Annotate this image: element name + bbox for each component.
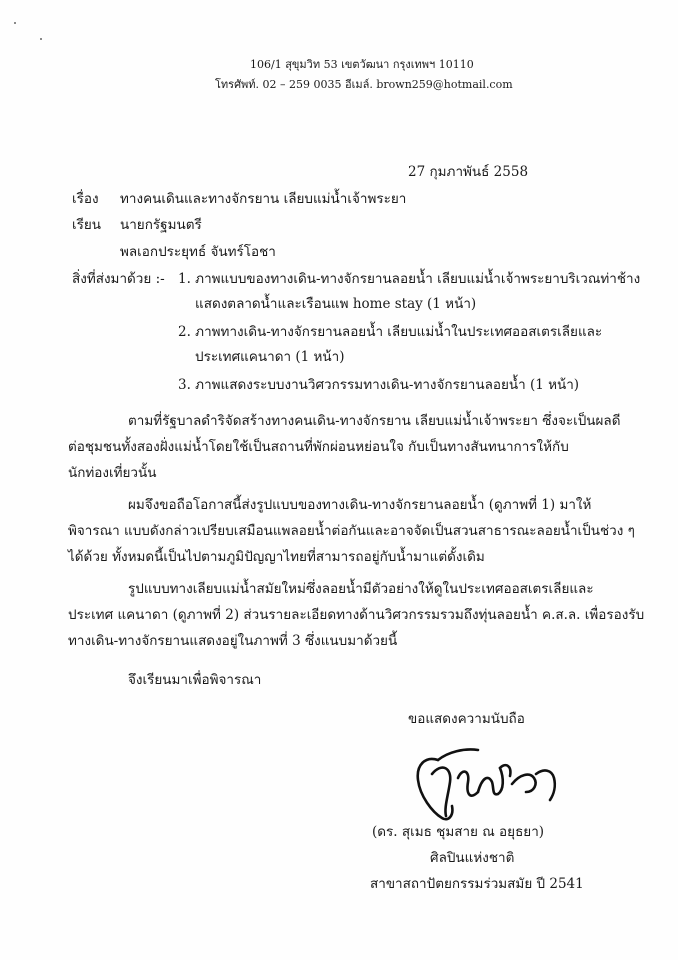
complimentary-close: ขอแสดงความนับถือ: [408, 711, 525, 727]
enclosure-item-2: 2. ภาพทางเดิน-ทางจักรยานลอยน้ำ เลียบแม่น้ำในประเทศออสเตรเลียและ: [178, 324, 603, 340]
paragraph-1-line-3: นักท่องเที่ยวนั้น: [68, 465, 157, 481]
paragraph-2-line-3: ได้ด้วย ทั้งหมดนี้เป็นไปตามภูมิปัญญาไทยที่สามารถอยู่กับน้ำมาแต่ดั้งเดิม: [68, 549, 485, 565]
paragraph-2-line-1: ผมจึงขอถือโอกาสนี้ส่งรูปแบบของทางเดิน-ทางจักรยานลอยน้ำ (ดูภาพที่ 1) มาให้: [128, 497, 592, 513]
signer-title: ศิลปินแห่งชาติ: [430, 850, 515, 866]
recipient-name: พลเอกประยุทธ์ จันทร์โอชา: [120, 244, 276, 260]
paragraph-3-line-3: ทางเดิน-ทางจักรยานแสดงอยู่ในภาพที่ 3 ซึ่งแนบมาด้วยนี้: [68, 633, 398, 649]
paragraph-1-line-2: ต่อชุมชนทั้งสองฝั่งแม่น้ำโดยใช้เป็นสถานที่พักผ่อนหย่อนใจ กับเป็นทางสันทนาการให้กับ: [68, 439, 569, 455]
paragraph-1-line-1: ตามที่รัฐบาลดำริจัดสร้างทางคนเดิน-ทางจักรยาน เลียบแม่น้ำเจ้าพระยา ซึ่งจะเป็นผลดี: [128, 413, 621, 429]
paragraph-3-line-1: รูปแบบทางเลียบแม่น้ำสมัยใหม่ซึ่งลอยน้ำมีตัวอย่างให้ดูในประเทศออสเตรเลียและ: [128, 581, 594, 597]
paragraph-2-line-2: พิจารณา แบบดังกล่าวเปรียบเสมือนแพลอยน้ำต่อกันและอาจจัดเป็นสวนสาธารณะลอยน้ำเป็นช่วง ๆ: [68, 523, 635, 539]
signer-branch: สาขาสถาปัตยกรรมร่วมสมัย ปี 2541: [370, 876, 584, 892]
enclosure-item-1-cont: แสดงตลาดน้ำและเรือนแพ home stay (1 หน้า): [195, 296, 477, 312]
signer-name: (ดร. สุเมธ ชุมสาย ณ อยุธยา): [372, 824, 545, 840]
enclosure-item-3: 3. ภาพแสดงระบบงานวิศวกรรมทางเดิน-ทางจักรยานลอยน้ำ (1 หน้า): [178, 377, 580, 393]
sender-address: 106/1 สุขุมวิท 53 เขตวัฒนา กรุงเทพฯ 10110: [250, 58, 474, 71]
enclosure-item-2-cont: ประเทศแคนาดา (1 หน้า): [195, 349, 345, 365]
salutation-label: เรียน: [72, 217, 102, 233]
paragraph-4: จึงเรียนมาเพื่อพิจารณา: [128, 672, 262, 688]
letter-date: 27 กุมภาพันธ์ 2558: [408, 164, 529, 180]
scan-speck: [14, 22, 16, 24]
handwritten-signature: [408, 738, 566, 824]
sender-contact: โทรศัพท์. 02 – 259 0035 อีเมล์. brown259@hotmail.com: [215, 78, 513, 91]
enclosure-item-1: 1. ภาพแบบของทางเดิน-ทางจักรยานลอยน้ำ เลียบแม่น้ำเจ้าพระยาบริเวณท่าช้าง: [178, 271, 641, 287]
recipient-title: นายกรัฐมนตรี: [120, 217, 202, 233]
subject-text: ทางคนเดินและทางจักรยาน เลียบแม่น้ำเจ้าพระยา: [120, 191, 407, 207]
paragraph-3-line-2: ประเทศ แคนาดา (ดูภาพที่ 2) ส่วนรายละเอียดทางด้านวิศวกรรมรวมถึงทุ่นลอยน้ำ ค.ส.ล. เพื่อรองรับ: [68, 607, 645, 623]
scan-speck: [40, 38, 42, 40]
subject-label: เรื่อง: [72, 191, 99, 207]
enclosures-label: สิ่งที่ส่งมาด้วย :-: [72, 271, 165, 287]
